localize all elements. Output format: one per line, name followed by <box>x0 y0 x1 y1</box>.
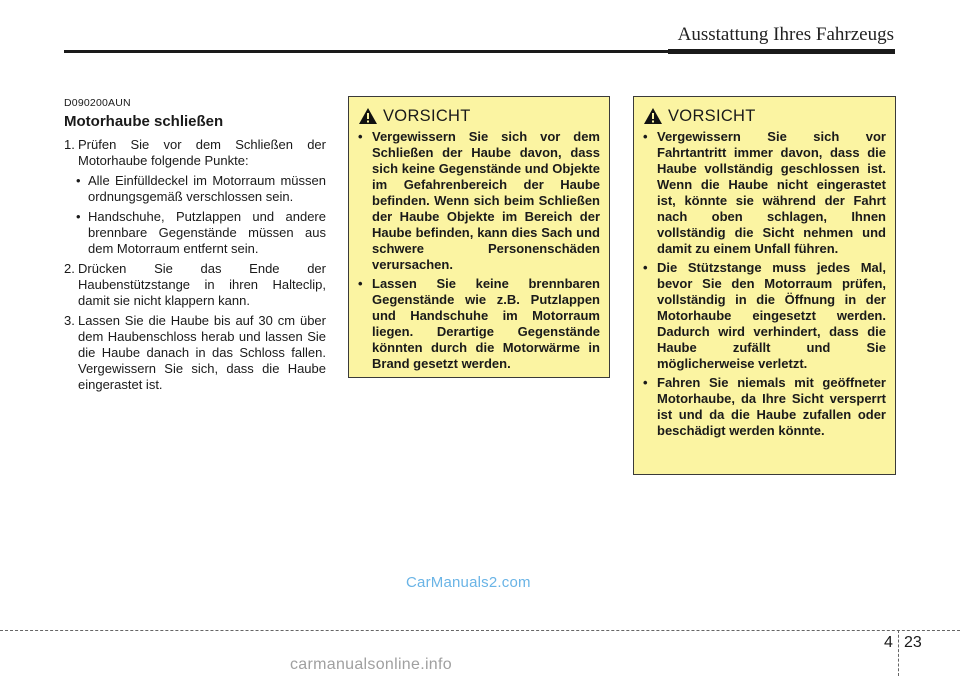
section-code: D090200AUN <box>64 97 131 109</box>
bullet-mark: • <box>358 129 363 144</box>
step-text: Drücken Sie das Ende der Haubenstützstange in ihren Halteclip, damit sie nicht klappern kann. <box>78 261 326 308</box>
watermark-link[interactable]: CarManuals2.com <box>406 574 531 591</box>
step-number: 1. <box>64 137 75 152</box>
chapter-title: Ausstattung Ihres Fahrzeugs <box>677 24 894 45</box>
page-number: 23 <box>904 634 922 651</box>
step-number: 2. <box>64 261 75 276</box>
caution-box-2 <box>633 96 896 475</box>
caution-item <box>643 129 886 257</box>
footer-rule <box>0 630 960 631</box>
caution-item <box>643 260 886 372</box>
bullet-text: Alle Einfülldeckel im Motorraum müssen ordnungsgemäß verschlossen sein. <box>88 173 326 204</box>
header-rule-accent <box>668 49 895 54</box>
bullet-mark: • <box>643 260 648 275</box>
footer-divider <box>898 630 899 676</box>
warning-triangle-icon <box>643 107 663 125</box>
step-2 <box>64 261 326 309</box>
footer-site-watermark: carmanualsonline.info <box>290 656 452 673</box>
caution-text: Vergewissern Sie sich vor Fahrtantritt immer davon, dass die Haube vollständig geschlossen ist. Wenn die Haube nicht eingerastet ist, könnte sie während der Fahrt nach oben schlagen, Ihnen vollständig die Sicht nehmen und damit zu einem Unfall führen. <box>657 129 886 256</box>
caution-text: Fahren Sie niemals mit geöffneter Motorhaube, da Ihre Sicht versperrt ist und da die Haube zufallen oder beschädigt werden könnte. <box>657 375 886 438</box>
step-1-bullet-1 <box>76 173 326 205</box>
page-chapter: 4 <box>884 634 893 651</box>
caution-title: VORSICHT <box>668 107 756 125</box>
bullet-mark: • <box>643 375 648 390</box>
bullet-mark: • <box>358 276 363 291</box>
step-1-bullet-2 <box>76 209 326 257</box>
bullet-mark: • <box>76 173 81 188</box>
caution-text: Vergewissern Sie sich vor dem Schließen der Haube davon, dass sich keine Gegenstände und Objekte im Gefahrenbereich der Haube befinden. Wenn sich beim Schließen der Haube Objekte im Bereich der Haube befinden, kann dies Sach und schwere Personenschäden verursachen. <box>372 129 600 272</box>
caution-text: Lassen Sie keine brennbaren Gegenstände wie z.B. Putzlappen und Handschuhe im Motorraum liegen. Derartige Gegenstände könnten durch die Motorwärme in Brand gesetzt werden. <box>372 276 600 371</box>
step-3 <box>64 313 326 393</box>
bullet-text: Handschuhe, Putzlappen und andere brennbare Gegenstände müssen aus dem Motorraum entfernt sein. <box>88 209 326 256</box>
bullet-mark: • <box>643 129 648 144</box>
warning-triangle-icon <box>358 107 378 125</box>
caution-header <box>643 107 886 125</box>
left-column <box>64 95 326 397</box>
caution-header <box>358 107 600 125</box>
caution-item <box>358 129 600 273</box>
caution-item <box>358 276 600 372</box>
bullet-mark: • <box>76 209 81 224</box>
caution-item <box>643 375 886 439</box>
step-text: Lassen Sie die Haube bis auf 30 cm über dem Haubenschloss herab und lassen Sie die Haube danach in das Schloss fallen. Vergewissern Sie sich, dass die Haube eingerastet ist. <box>78 313 326 392</box>
caution-text: Die Stützstange muss jedes Mal, bevor Sie den Motorraum prüfen, vollständig in die Öffnung in der Motorhaube eingesetzt werden. Dadurch wird verhindert, dass die Haube zufällt und Sie möglicherweise verletzt. <box>657 260 886 371</box>
section-title: Motorhaube schließen <box>64 113 224 130</box>
caution-title: VORSICHT <box>383 107 471 125</box>
step-1 <box>64 137 326 169</box>
caution-box-1 <box>348 96 610 378</box>
step-text: Prüfen Sie vor dem Schließen der Motorhaube folgende Punkte: <box>78 137 326 168</box>
step-number: 3. <box>64 313 75 328</box>
